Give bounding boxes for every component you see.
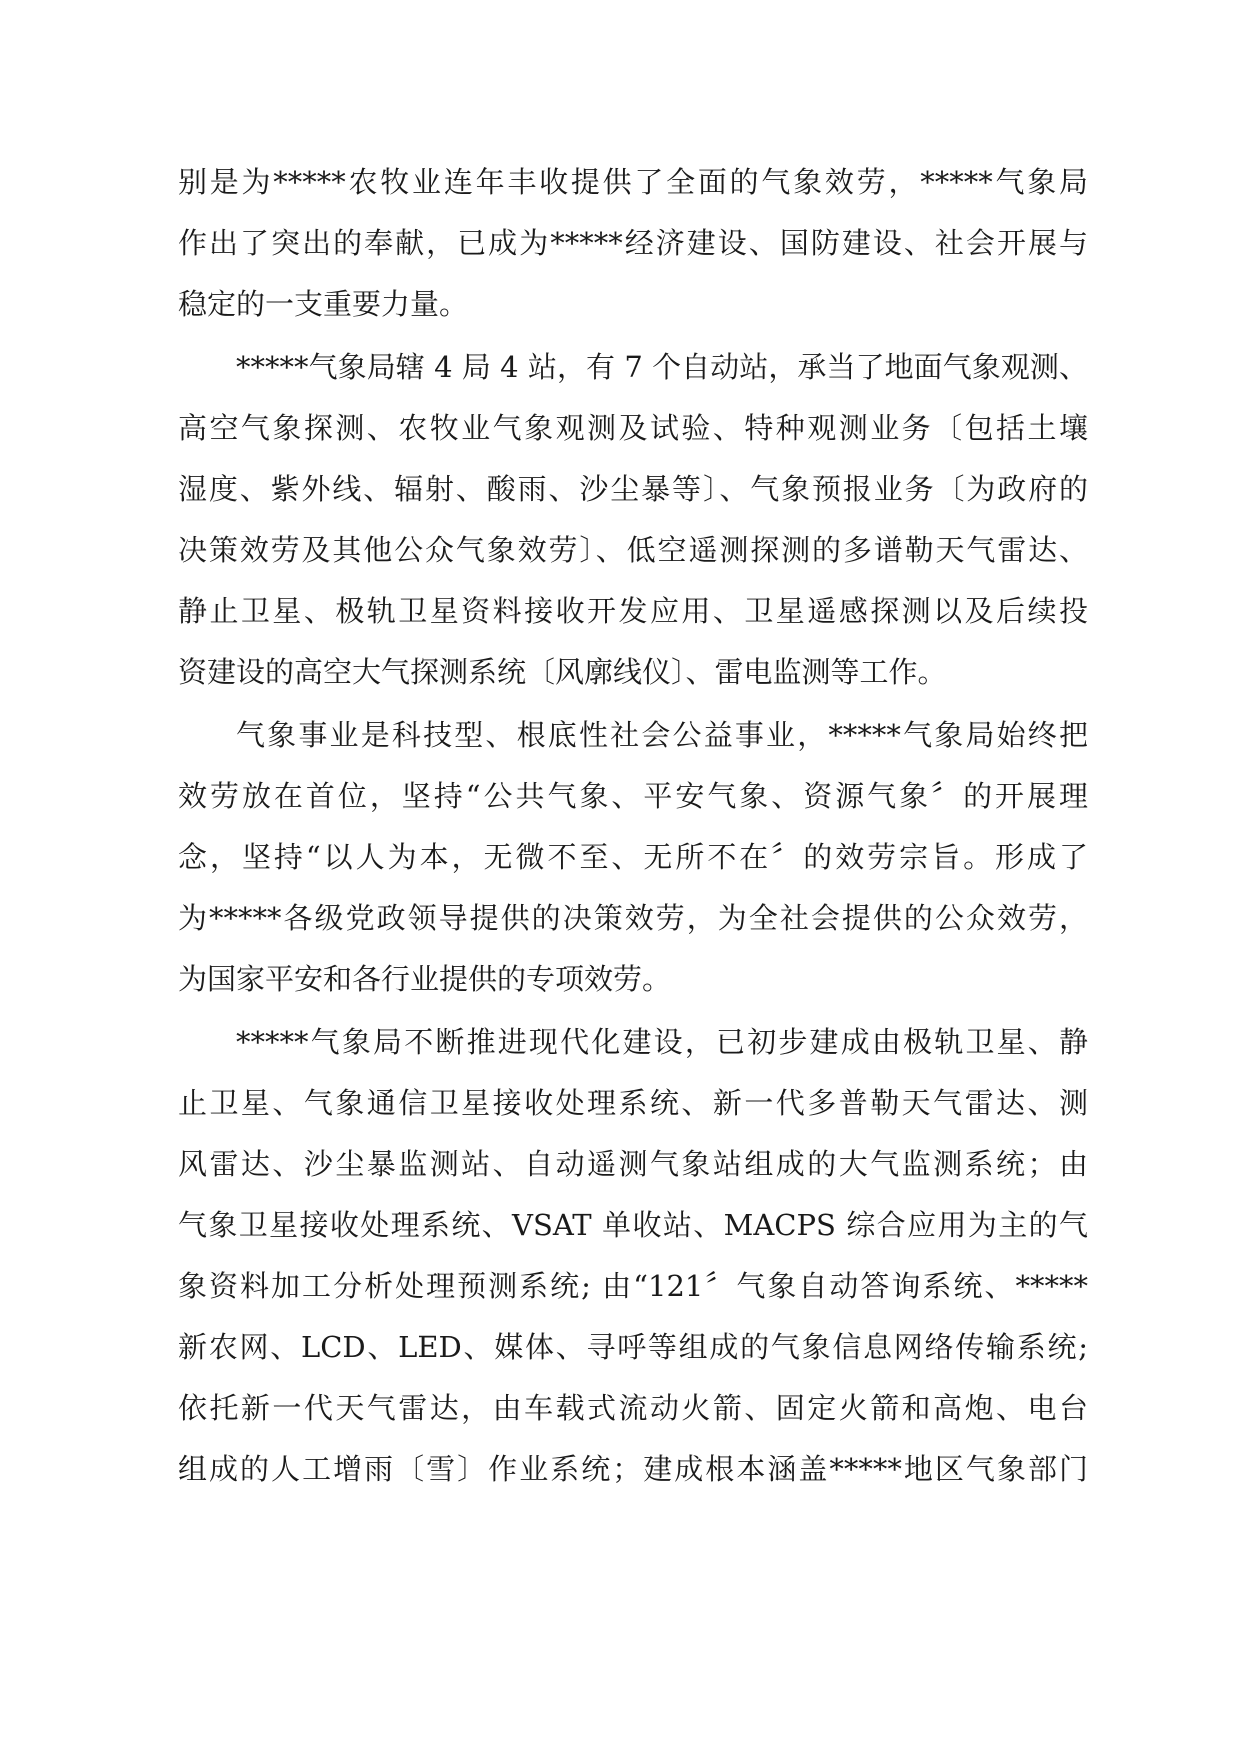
text-line: 为*****各级党政领导提供的决策效劳，为全社会提供的公众效劳，: [178, 901, 1088, 935]
text-line: 风雷达、沙尘暴监测站、自动遥测气象站组成的大气监测系统；由: [178, 1147, 1088, 1181]
text-line: 象资料加工分析处理预测系统; 由“121〞气象自动答询系统、*****: [178, 1269, 1088, 1303]
text-line: 止卫星、气象通信卫星接收处理系统、新一代多普勒天气雷达、测: [178, 1086, 1088, 1120]
text-line: 念，坚持“以人为本，无微不至、无所不在〞的效劳宗旨。形成了: [178, 840, 1088, 874]
text-line: 高空气象探测、农牧业气象观测及试验、特种观测业务〔包括土壤: [178, 411, 1088, 445]
text-line: 为国家平安和各行业提供的专项效劳。: [178, 962, 672, 996]
text-line: 湿度、紫外线、辐射、酸雨、沙尘暴等〕、气象预报业务〔为政府的: [178, 472, 1088, 506]
text-line: 别是为*****农牧业连年丰收提供了全面的气象效劳，*****气象局: [178, 165, 1088, 199]
text-line: 静止卫星、极轨卫星资料接收开发应用、卫星遥感探测以及后续投: [178, 594, 1088, 628]
text-line: 依托新一代天气雷达，由车载式流动火箭、固定火箭和高炮、电台: [178, 1391, 1088, 1425]
paragraph-4: [178, 1012, 1088, 1500]
paragraph-1: [178, 152, 1088, 335]
text-line: 组成的人工增雨〔雪〕作业系统；建成根本涵盖*****地区气象部门: [178, 1452, 1088, 1486]
text-line: *****气象局不断推进现代化建设，已初步建成由极轨卫星、静: [236, 1025, 1088, 1059]
text-line: 效劳放在首位，坚持“公共气象、平安气象、资源气象〞的开展理: [178, 779, 1088, 813]
text-line: 资建设的高空大气探测系统〔风廓线仪〕、雷电监测等工作。: [178, 655, 947, 689]
paragraph-2: [178, 337, 1088, 703]
text-line: 新农网、LCD、LED、媒体、寻呼等组成的气象信息网络传输系统;: [178, 1330, 1088, 1364]
text-line: *****气象局辖 4 局 4 站，有 7 个自动站，承当了地面气象观测、: [236, 350, 1088, 384]
text-line: 稳定的一支重要力量。: [178, 287, 469, 321]
text-line: 作出了突出的奉献，已成为*****经济建设、国防建设、社会开展与: [178, 226, 1088, 260]
document-body: [178, 152, 1088, 1500]
text-line: 决策效劳及其他公众气象效劳〕、低空遥测探测的多谱勒天气雷达、: [178, 533, 1088, 567]
text-line: 气象事业是科技型、根底性社会公益事业，*****气象局始终把: [236, 718, 1088, 752]
text-line: 气象卫星接收处理系统、VSAT 单收站、MACPS 综合应用为主的气: [178, 1208, 1088, 1242]
paragraph-3: [178, 705, 1088, 1010]
